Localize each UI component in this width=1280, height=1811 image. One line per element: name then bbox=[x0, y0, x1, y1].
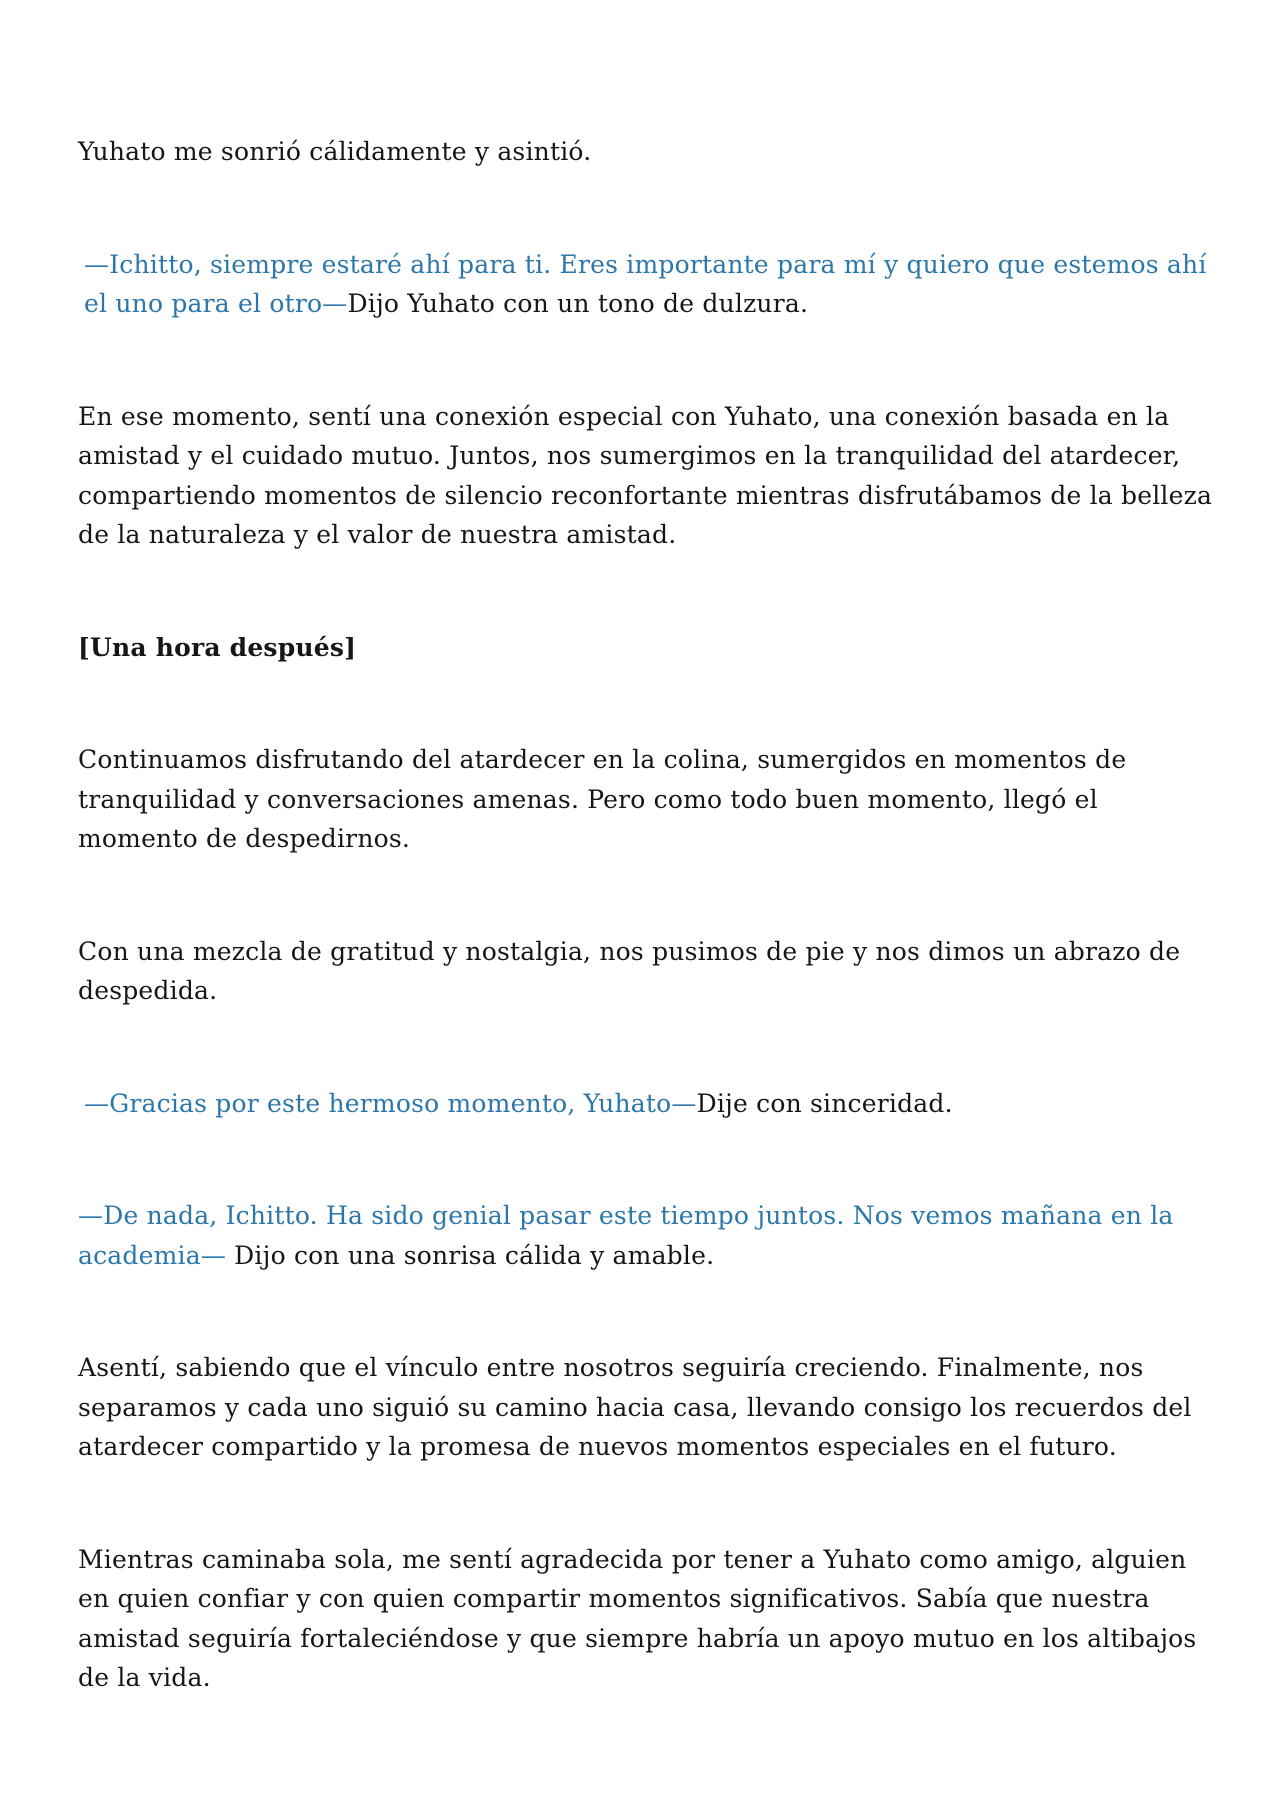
narration-text: Mientras caminaba sola, me sentí agradecida por tener a Yuhato como amigo, alguien en quien confiar y con quien compartir momentos significativos. Sabía que nuestra amistad seguiría fortaleciéndose y que siempre habría un apoyo mutuo en los altibajos de la vida. bbox=[78, 1544, 1197, 1692]
time-skip-heading: [Una hora después] bbox=[78, 632, 357, 662]
dialogue-text: —Gracias por este hermoso momento, Yuhato— bbox=[84, 1088, 697, 1118]
narration-text: Dijo Yuhato con un tono de dulzura. bbox=[347, 289, 809, 318]
narration-text: Con una mezcla de gratitud y nostalgia, nos pusimos de pie y nos dimos un abrazo de despedida. bbox=[78, 936, 1181, 1005]
narration-text: Continuamos disfrutando del atardecer en la colina, sumergidos en momentos de tranquilidad y conversaciones amenas. Pero como todo buen momento, llegó el momento de despedirnos. bbox=[78, 745, 1127, 853]
dialogue-text: —De nada, Ichitto. Ha sido genial pasar este tiempo juntos. Nos vemos mañana en la academia— bbox=[78, 1201, 1174, 1270]
paragraph-thanks-dialogue bbox=[78, 1084, 1218, 1124]
paragraph-continue-sunset bbox=[78, 740, 1218, 859]
paragraph-walking-alone bbox=[78, 1540, 1218, 1698]
narration-text: Asentí, sabiendo que el vínculo entre nosotros seguiría creciendo. Finalmente, nos separamos y cada uno siguió su camino hacia casa, llevando consigo los recuerdos del atardecer compartido y la promesa de nuevos momentos especiales en el futuro. bbox=[78, 1353, 1192, 1461]
narration-text: Yuhato me sonrió cálidamente y asintió. bbox=[78, 137, 592, 166]
section-heading bbox=[78, 628, 1218, 668]
paragraph-parting-ways bbox=[78, 1348, 1218, 1467]
narration-text: Dije con sinceridad. bbox=[696, 1088, 953, 1118]
paragraph-reply-dialogue bbox=[78, 1196, 1218, 1275]
document-page bbox=[78, 132, 1218, 1698]
narration-text: Dijo con una sonrisa cálida y amable. bbox=[226, 1240, 715, 1270]
paragraph-yuhato-dialogue bbox=[78, 245, 1218, 324]
paragraph-yuhato-smiles bbox=[78, 132, 1218, 172]
dialogue-text: —Ichitto, siempre estaré ahí para ti. Eres importante para mí y quiero que estemos ahí el uno para el otro— bbox=[84, 249, 1207, 318]
paragraph-farewell-hug bbox=[78, 932, 1218, 1011]
paragraph-connection bbox=[78, 397, 1218, 555]
narration-text: En ese momento, sentí una conexión especial con Yuhato, una conexión basada en la amistad y el cuidado mutuo. Juntos, nos sumergimos en la tranquilidad del atardecer, compartiendo momentos de silencio reconfortante mientras disfrutábamos de la belleza de la naturaleza y el valor de nuestra amistad. bbox=[78, 401, 1213, 549]
